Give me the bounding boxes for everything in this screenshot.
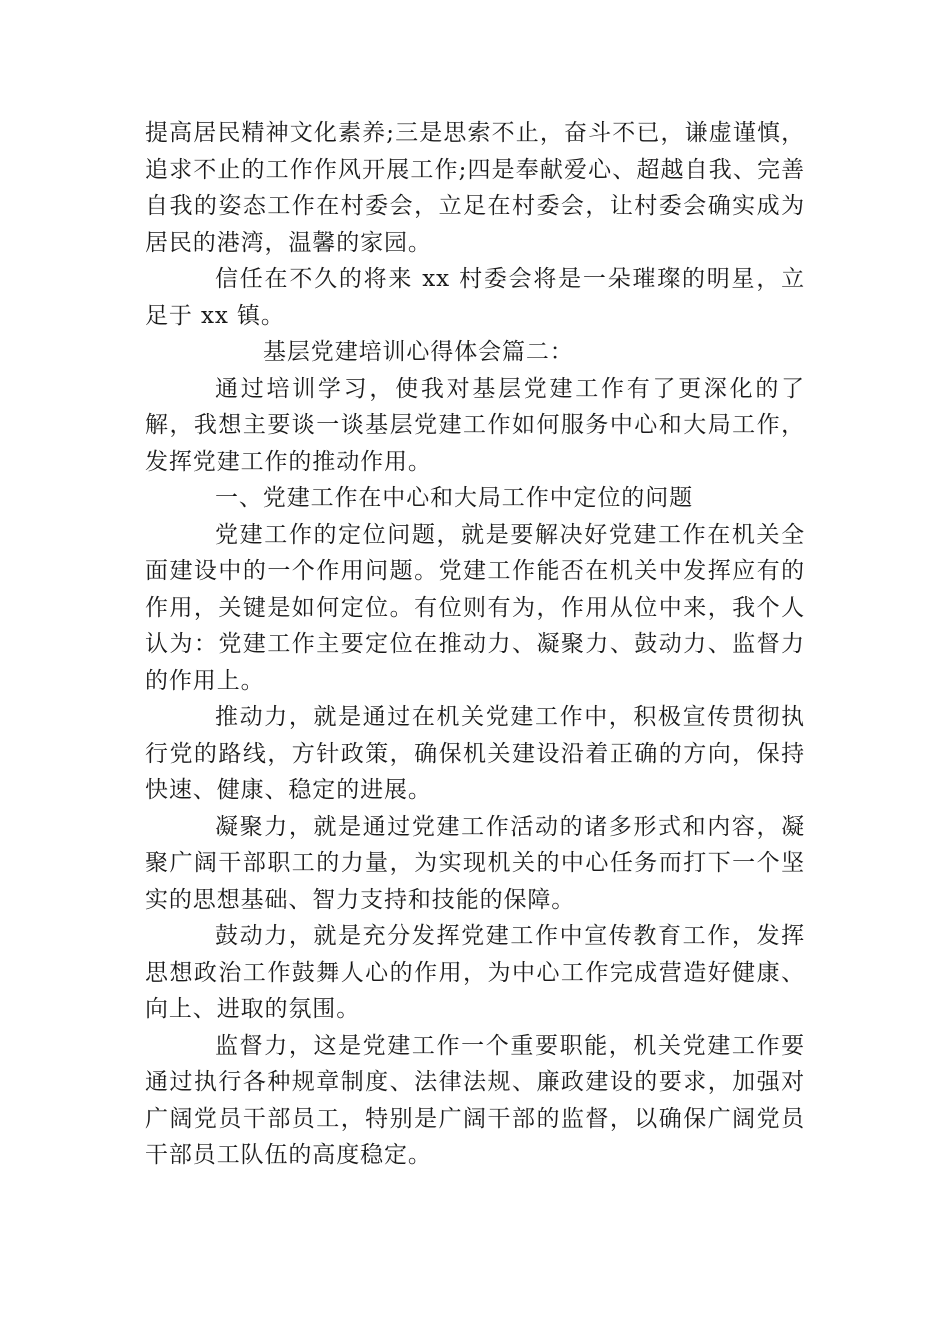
section-heading: 基层党建培训心得体会篇二： xyxy=(263,339,574,365)
document-body xyxy=(145,115,805,1174)
paragraph: 推动力，就是通过在机关党建工作中，积极宣传贯彻执行党的路线，方针政策，确保机关建设沿着正确的方向，保持快速、健康、稳定的进展。 xyxy=(145,704,805,803)
paragraph: 监督力，这是党建工作一个重要职能，机关党建工作要通过执行各种规章制度、法律法规、廉政建设的要求，加强对广阔党员干部员工，特别是广阔干部的监督，以确保广阔党员干部员工队伍的高度稳定。 xyxy=(145,1032,805,1168)
paragraph: 通过培训学习，使我对基层党建工作有了更深化的了解，我想主要谈一谈基层党建工作如何服务中心和大局工作，发挥党建工作的推动作用。 xyxy=(145,375,805,475)
paragraph: 凝聚力，就是通过党建工作活动的诸多形式和内容，凝聚广阔干部职工的力量，为实现机关的中心任务而打下一个坚实的思想基础、智力支持和技能的保障。 xyxy=(145,813,805,913)
subsection-heading: 一、党建工作在中心和大局工作中定位的问题 xyxy=(215,485,693,511)
paragraph: 党建工作的定位问题，就是要解决好党建工作在机关全面建设中的一个作用问题。党建工作能否在机关中发挥应有的作用，关键是如何定位。有位则有为，作用从位中来，我个人认为：党建工作主要定位在推动力、凝聚力、鼓动力、监督力的作用上。 xyxy=(145,521,805,694)
paragraph: 鼓动力，就是充分发挥党建工作中宣传教育工作，发挥思想政治工作鼓舞人心的作用，为中心工作完成营造好健康、向上、进取的氛围。 xyxy=(145,923,805,1022)
paragraph: 信任在不久的将来 xx 村委会将是一朵璀璨的明星，立足于 xx 镇。 xyxy=(145,266,805,329)
paragraph-continued: 提高居民精神文化素养;三是思索不止，奋斗不已，谦虚谨慎，追求不止的工作作风开展工作;四是奉献爱心、超越自我、完善自我的姿态工作在村委会，立足在村委会，让村委会确实成为居民的港湾，温馨的家园。 xyxy=(145,120,805,256)
